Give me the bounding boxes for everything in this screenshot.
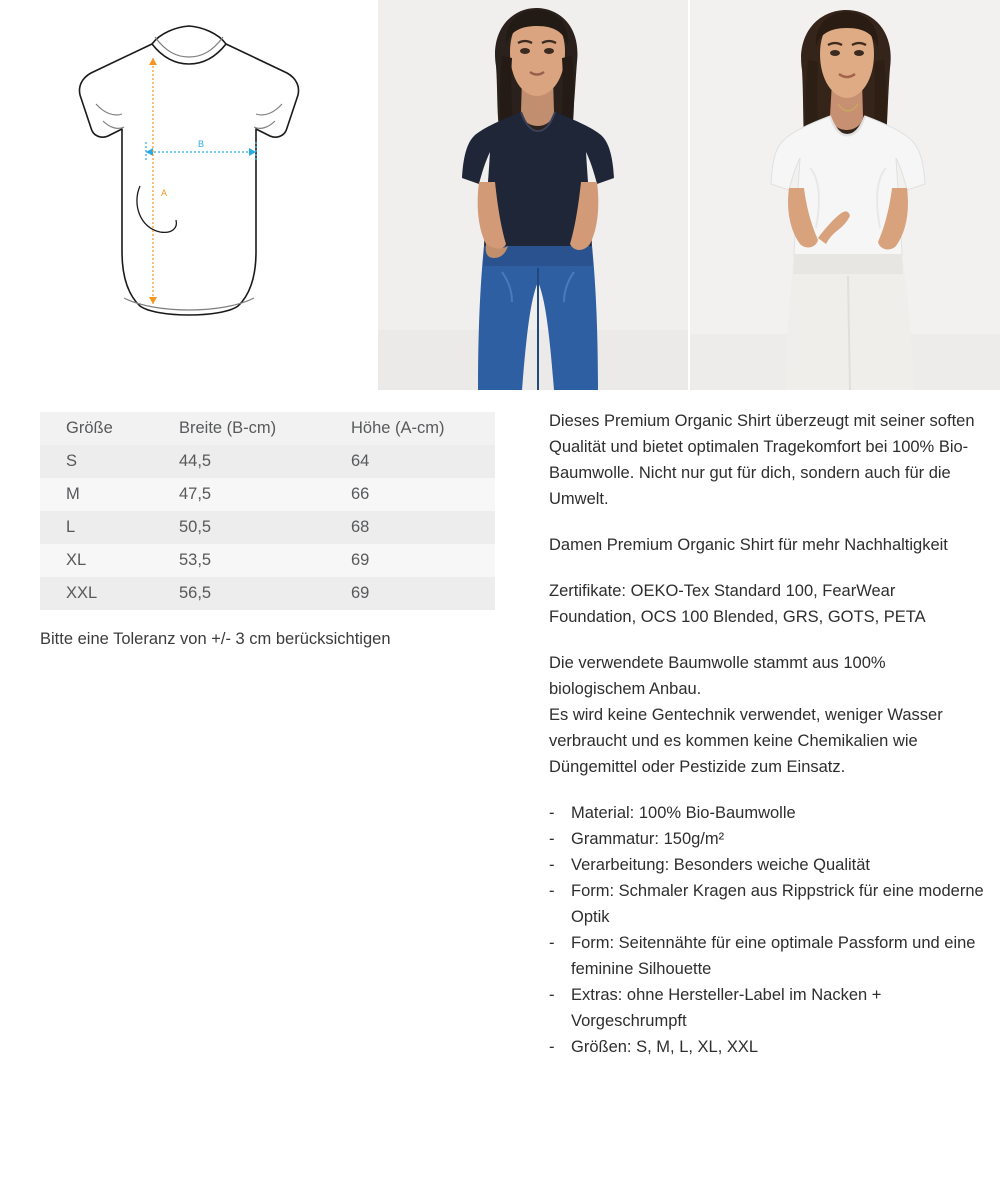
list-item bbox=[549, 800, 984, 826]
feature-list bbox=[549, 800, 984, 1060]
description-paragraph-5: Es wird keine Gentechnik verwendet, weniger Wasser verbraucht und es kommen keine Chemikalien wie Düngemittel oder Pestizide zum Einsatz. bbox=[549, 706, 943, 776]
table-row bbox=[40, 445, 495, 478]
table-header-height: Höhe (A-cm) bbox=[351, 419, 445, 437]
list-item bbox=[549, 1034, 984, 1060]
bullet-marker: - bbox=[549, 856, 555, 874]
list-item-label: Verarbeitung: Besonders weiche Qualität bbox=[571, 856, 871, 874]
dimension-height-label: A bbox=[161, 188, 168, 198]
bullet-marker: - bbox=[549, 830, 555, 848]
list-item bbox=[549, 878, 984, 930]
cell-height: 64 bbox=[351, 452, 370, 470]
cell-size: M bbox=[66, 485, 80, 503]
table-row bbox=[40, 577, 495, 610]
description-paragraph-4: Die verwendete Baumwolle stammt aus 100% biologischem Anbau. bbox=[549, 654, 886, 698]
table-header-width: Breite (B-cm) bbox=[179, 419, 277, 437]
cell-size: S bbox=[66, 452, 78, 470]
description-paragraph-2: Damen Premium Organic Shirt für mehr Nachhaltigkeit bbox=[549, 536, 948, 554]
list-item-label: Größen: S, M, L, XL, XXL bbox=[571, 1038, 759, 1056]
cell-height: 66 bbox=[351, 485, 370, 503]
cell-width: 50,5 bbox=[179, 518, 212, 536]
bullet-marker: - bbox=[549, 1038, 555, 1056]
list-item-label: Form: Seitennähte für eine optimale Passform und eine feminine Silhouette bbox=[571, 934, 976, 978]
cell-height: 69 bbox=[351, 551, 370, 569]
cell-size: XL bbox=[66, 551, 87, 569]
list-item-label: Material: 100% Bio-Baumwolle bbox=[571, 804, 796, 822]
bullet-marker: - bbox=[549, 882, 555, 900]
cell-width: 44,5 bbox=[179, 452, 212, 470]
table-row bbox=[40, 544, 495, 577]
bullet-marker: - bbox=[549, 986, 555, 1004]
list-item-label: Grammatur: 150g/m² bbox=[571, 830, 725, 848]
size-table bbox=[40, 412, 495, 610]
table-row bbox=[40, 511, 495, 544]
table-row bbox=[40, 478, 495, 511]
product-media-row bbox=[0, 0, 1000, 390]
cell-width: 56,5 bbox=[179, 584, 212, 602]
bullet-marker: - bbox=[549, 804, 555, 822]
cell-size: XXL bbox=[66, 584, 98, 602]
dimension-width-label: B bbox=[197, 139, 205, 149]
size-chart-illustration bbox=[0, 0, 378, 390]
bullet-marker: - bbox=[549, 934, 555, 952]
list-item-label: Extras: ohne Hersteller-Label im Nacken + Vorgeschrumpft bbox=[571, 986, 882, 1030]
product-description bbox=[549, 408, 984, 1060]
description-certificates: Zertifikate: OEKO-Tex Standard 100, FearWear Foundation, OCS 100 Blended, GRS, GOTS, PETA bbox=[549, 582, 926, 626]
cell-width: 47,5 bbox=[179, 485, 212, 503]
cell-size: L bbox=[66, 518, 76, 536]
description-paragraph-1: Dieses Premium Organic Shirt überzeugt mit seiner soften Qualität und bietet optimalen Tragekomfort bei 100% Bio-Baumwolle. Nicht nur gut für dich, sondern auch für die Umwelt. bbox=[549, 412, 975, 508]
list-item bbox=[549, 826, 984, 852]
tolerance-note: Bitte eine Toleranz von +/- 3 cm berücksichtigen bbox=[40, 630, 391, 648]
list-item bbox=[549, 852, 984, 878]
table-header-row bbox=[40, 412, 495, 445]
table-header-size: Größe bbox=[66, 419, 113, 437]
product-photo-navy bbox=[378, 0, 688, 390]
cell-height: 69 bbox=[351, 584, 370, 602]
list-item bbox=[549, 982, 984, 1034]
cell-height: 68 bbox=[351, 518, 370, 536]
tshirt-outline bbox=[79, 26, 298, 315]
product-photo-white bbox=[690, 0, 1000, 390]
list-item-label: Form: Schmaler Kragen aus Rippstrick für eine moderne Optik bbox=[571, 882, 984, 926]
cell-width: 53,5 bbox=[179, 551, 212, 569]
list-item bbox=[549, 930, 984, 982]
